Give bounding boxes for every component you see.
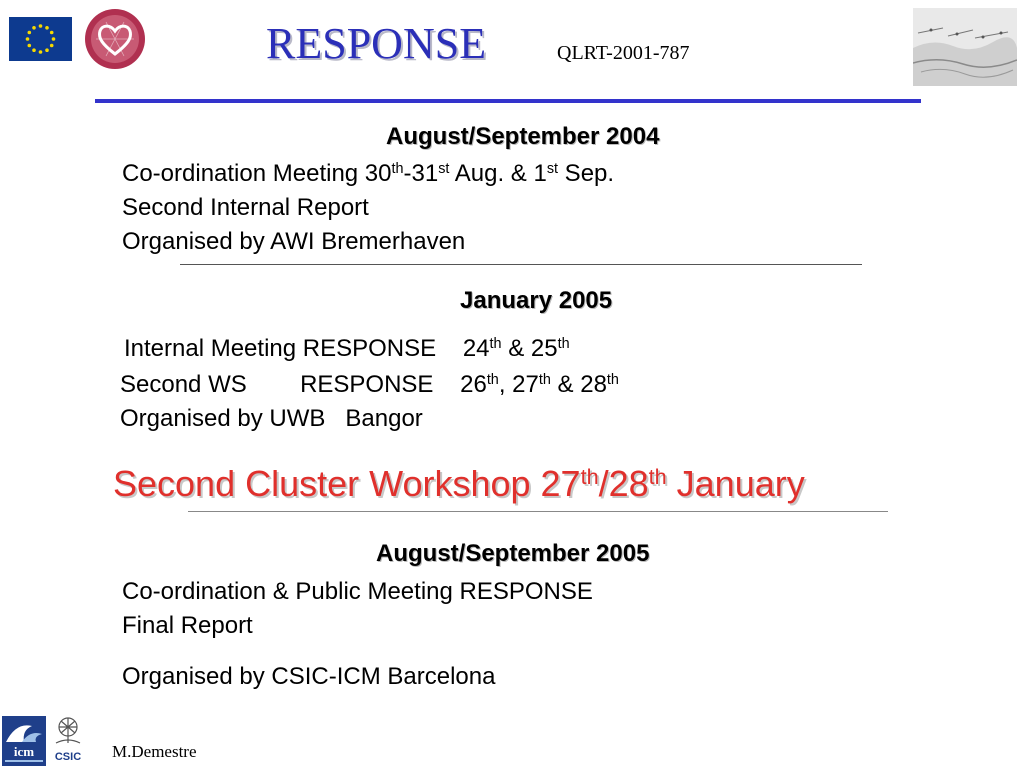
report-line: Second Internal Report xyxy=(122,194,369,221)
csic-logo-icon xyxy=(48,713,88,767)
icm-logo-icon xyxy=(2,716,46,766)
author-name: M.Demestre xyxy=(112,742,197,761)
report-line: Final Report xyxy=(122,612,253,639)
section-divider xyxy=(180,264,862,265)
section-divider xyxy=(188,511,888,512)
project-code: QLRT-2001-787 xyxy=(557,42,690,64)
section-heading: August/September 2004 xyxy=(386,123,660,150)
heart-logo-icon xyxy=(84,8,146,70)
eu-flag-icon xyxy=(9,17,72,61)
workshop-highlight: Second Cluster Workshop 27th/28th January xyxy=(113,463,805,504)
map-image-icon xyxy=(913,8,1017,86)
meeting-line: Co-ordination Meeting 30th-31st Aug. & 1st Sep. xyxy=(122,160,615,187)
page-title: RESPONSE xyxy=(266,19,487,68)
workshop-line: Second WS RESPONSE 26th, 27th & 28th xyxy=(120,371,619,398)
meeting-line: Internal Meeting RESPONSE 24th & 25th xyxy=(124,335,570,362)
svg-text:CSIC: CSIC xyxy=(54,751,82,763)
header-divider xyxy=(95,99,921,103)
section-heading: January 2005 xyxy=(460,287,613,314)
svg-text:icm: icm xyxy=(13,744,35,759)
meeting-line: Co-ordination & Public Meeting RESPONSE xyxy=(122,578,593,605)
organiser-line: Organised by UWB Bangor xyxy=(120,405,423,432)
section-heading: August/September 2005 xyxy=(376,540,650,567)
organiser-line: Organised by CSIC-ICM Barcelona xyxy=(122,663,496,690)
organiser-line: Organised by AWI Bremerhaven xyxy=(122,228,466,255)
